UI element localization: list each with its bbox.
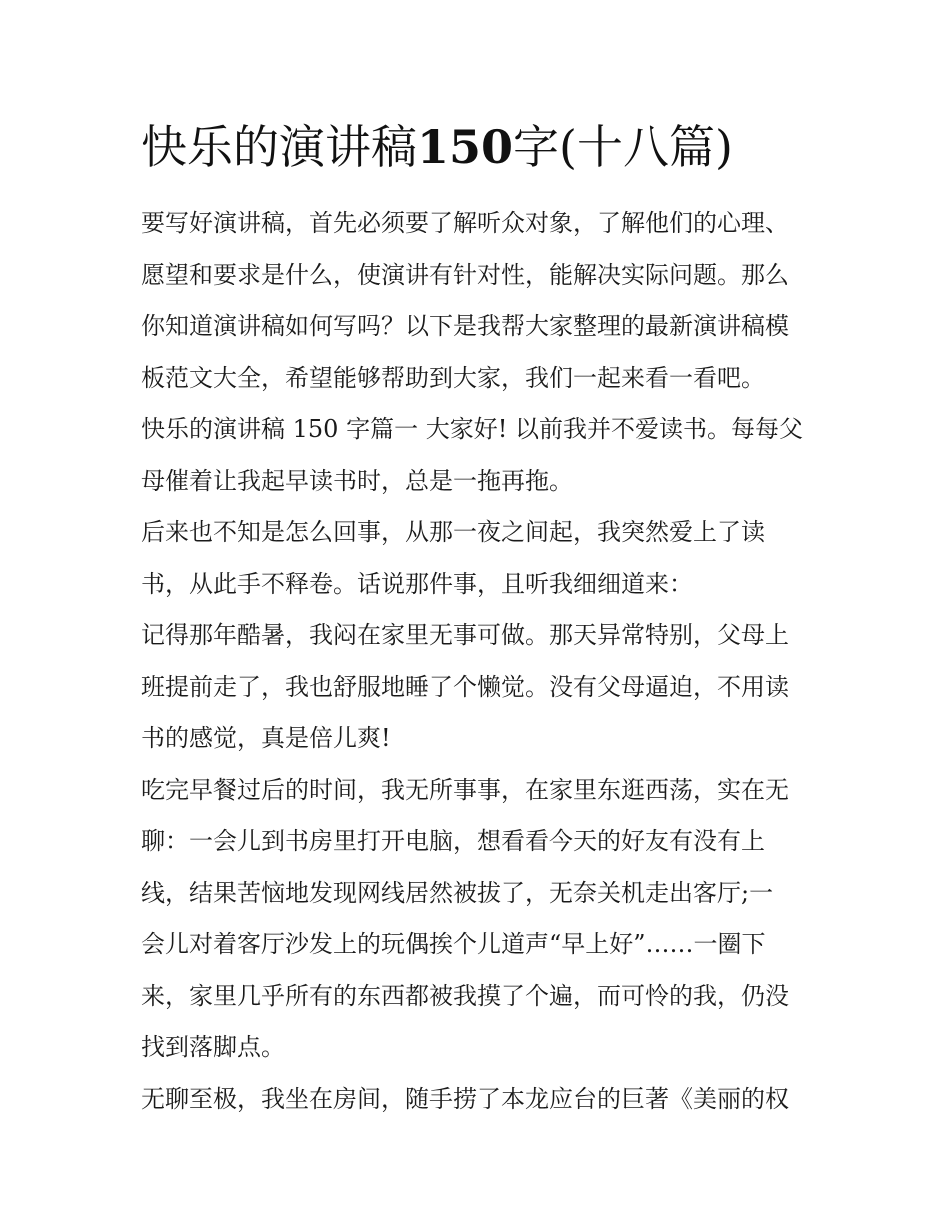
text-line-12: 吃完早餐过后的时间，我无所事事，在家里东逛西荡，实在无 — [141, 775, 789, 804]
text-line-18: 无聊至极，我坐在房间，随手捞了本龙应台的巨著《美丽的权 — [141, 1084, 789, 1113]
text-line-8: 书，从此手不释卷。话说那件事，且听我细细道来： — [141, 569, 693, 598]
text-line-11: 书的感觉，真是倍儿爽! — [141, 724, 391, 752]
text-line-9: 记得那年酷暑，我闷在家里无事可做。那天异常特别，父母上 — [141, 621, 789, 649]
text-line-16: 来，家里几乎所有的东西都被我摸了个遍，而可怜的我，仍没 — [141, 981, 789, 1010]
text-line-4: 板范文大全，希望能够帮助到大家，我们一起来看一看吧。 — [141, 363, 765, 392]
page-title — [141, 112, 841, 182]
text-line-2: 愿望和要求是什么，使演讲有针对性，能解决实际问题。那么 — [141, 260, 789, 289]
article-body — [141, 198, 831, 1125]
title-text-pre: 快乐的演讲稿 — [141, 120, 417, 174]
text-line-1: 要写好演讲稿，首先必须要了解听众对象，了解他们的心理、 — [141, 209, 789, 237]
text-line-13: 聊：一会儿到书房里打开电脑，想看看今天的好友有没有上 — [141, 827, 765, 855]
text-line-7: 后来也不知是怎么回事，从那一夜之间起，我突然爱上了读 — [141, 518, 765, 546]
title-text-post: 字(十八篇) — [513, 120, 733, 174]
text-line-6: 母催着让我起早读书时，总是一拖再拖。 — [141, 466, 573, 495]
text-line-10: 班提前走了，我也舒服地睡了个懒觉。没有父母逼迫，不用读 — [141, 672, 789, 701]
text-line-15: 会儿对着客厅沙发上的玩偶挨个儿道声“早上好”……一圈下 — [141, 930, 766, 958]
text-line-3: 你知道演讲稿如何写吗？以下是我帮大家整理的最新演讲稿模 — [141, 312, 789, 340]
text-line-17: 找到落脚点。 — [141, 1033, 285, 1061]
text-line-14: 线，结果苦恼地发现网线居然被拔了，无奈关机走出客厅;一 — [141, 878, 774, 907]
title-number: 150 — [417, 120, 514, 174]
text-line-5: 快乐的演讲稿 150 字篇一 大家好! 以前我并不爱读书。每每父 — [141, 415, 803, 443]
